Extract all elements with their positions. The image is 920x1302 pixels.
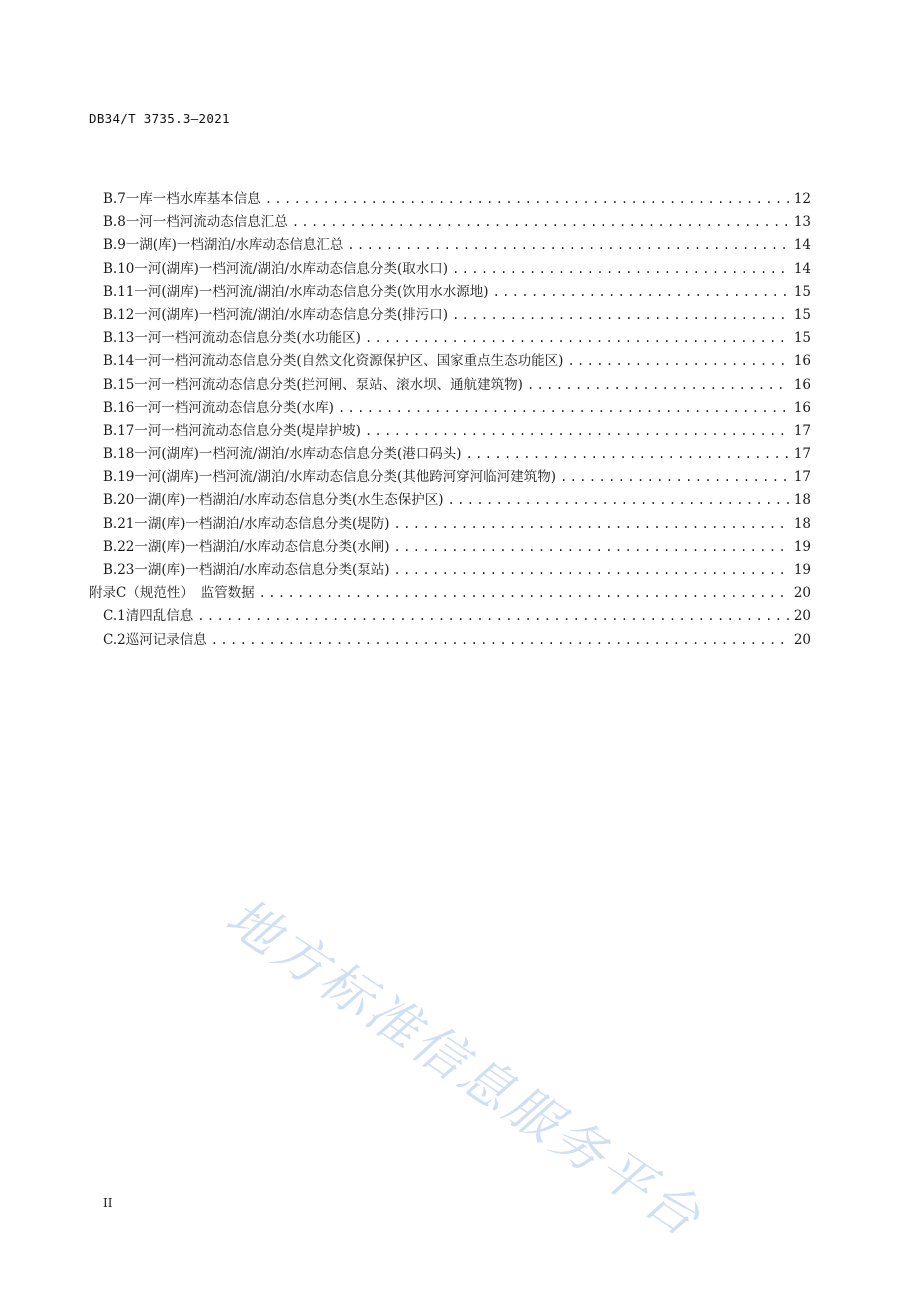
page-number: II xyxy=(103,1196,113,1210)
toc-entry-title: 一河(湖库)一档河流/湖泊/水库动态信息分类(饮用水水源地) xyxy=(134,283,489,300)
toc-dot-leader xyxy=(197,605,789,628)
toc-entry-b10[interactable] xyxy=(89,258,811,281)
toc-entry-number: B.9 xyxy=(103,237,126,254)
toc-entry-title: 一河(湖库)一档河流/湖泊/水库动态信息分类(排污口) xyxy=(134,306,449,323)
toc-entry-b20[interactable] xyxy=(89,489,811,512)
toc-entry-title: 附录C（规范性） 监管数据 xyxy=(89,585,255,602)
toc-dot-leader xyxy=(452,258,789,281)
toc-dot-leader xyxy=(527,374,789,397)
toc-entry-page: 18 xyxy=(793,515,811,532)
toc-dot-leader xyxy=(394,513,789,536)
toc-entry-title: 一河一档河流动态信息分类(拦河闸、泵站、滚水坝、通航建筑物) xyxy=(134,376,523,393)
toc-entry-page: 14 xyxy=(793,237,811,254)
toc-entry-title: 一河(湖库)一档河流/湖泊/水库动态信息分类(港口码头) xyxy=(134,446,462,463)
toc-dot-leader xyxy=(338,397,789,420)
toc-entry-page: 17 xyxy=(793,422,811,439)
toc-entry-page: 15 xyxy=(793,283,811,300)
standard-code-header: DB34/T 3735.3—2021 xyxy=(89,111,230,126)
toc-entry-number: C.1 xyxy=(103,608,126,625)
toc-entry-number: B.21 xyxy=(103,515,135,532)
toc-entry-page: 19 xyxy=(793,562,811,578)
toc-entry-number: B.18 xyxy=(103,446,135,463)
toc-dot-leader xyxy=(452,304,789,327)
toc-dot-leader xyxy=(466,443,789,466)
toc-entry-page: 19 xyxy=(793,538,811,555)
toc-entry-b13[interactable] xyxy=(89,327,811,350)
toc-dot-leader xyxy=(259,582,789,605)
toc-entry-page: 16 xyxy=(793,376,811,393)
toc-entry-number: B.8 xyxy=(103,214,126,231)
toc-entry-page: 14 xyxy=(793,260,811,277)
toc-entry-page: 16 xyxy=(793,353,811,370)
toc-entry-page: 12 xyxy=(793,191,811,207)
toc-entry-page: 20 xyxy=(793,631,811,648)
toc-entry-title: 一河一档河流动态信息分类(水功能区) xyxy=(134,330,361,347)
toc-entry-c2[interactable] xyxy=(89,629,811,652)
toc-entry-title: 一库一档水库基本信息 xyxy=(125,191,261,207)
toc-entry-title: 清四乱信息 xyxy=(125,608,194,625)
toc-entry-b11[interactable] xyxy=(89,281,811,304)
toc-entry-number: B.12 xyxy=(103,306,135,323)
toc-entry-number: B.19 xyxy=(103,469,135,486)
toc-entry-title: 一湖(库)一档湖泊/水库动态信息分类(水闸) xyxy=(134,538,390,555)
toc-dot-leader xyxy=(265,188,789,211)
toc-entry-page: 13 xyxy=(793,214,811,231)
toc-entry-b14[interactable] xyxy=(89,350,811,373)
toc-entry-title: 一河一档河流动态信息分类(堤岸护坡) xyxy=(134,422,361,439)
toc-entry-title: 一湖(库)一档湖泊/水库动态信息分类(堤防) xyxy=(134,515,390,532)
toc-entry-title: 一河(湖库)一档河流/湖泊/水库动态信息分类(其他跨河穿河临河建筑物) xyxy=(134,469,557,486)
toc-entry-number: B.20 xyxy=(103,492,135,509)
toc-dot-leader xyxy=(394,559,789,582)
toc-entry-page: 15 xyxy=(793,306,811,323)
toc-entry-page: 20 xyxy=(793,608,811,625)
toc-dot-leader xyxy=(365,327,789,350)
toc-entry-c1[interactable] xyxy=(89,605,811,628)
toc-entry-title: 巡河记录信息 xyxy=(125,631,207,648)
toc-entry-b17[interactable] xyxy=(89,420,811,443)
toc-dot-leader xyxy=(347,234,789,257)
toc-entry-title: 一河一档河流动态信息汇总 xyxy=(125,214,288,231)
toc-dot-leader xyxy=(292,211,789,234)
toc-entry-b18[interactable] xyxy=(89,443,811,466)
toc-dot-leader xyxy=(567,350,789,373)
toc-entry-b23[interactable] xyxy=(89,559,811,582)
toc-entry-b16[interactable] xyxy=(89,397,811,420)
toc-entry-number: B.15 xyxy=(103,376,135,393)
toc-entry-number: B.16 xyxy=(103,399,135,416)
toc-entry-page: 17 xyxy=(793,446,811,463)
toc-entry-number: B.10 xyxy=(103,260,135,277)
toc-entry-title: 一湖(库)一档湖泊/水库动态信息汇总 xyxy=(125,237,344,254)
toc-entry-title: 一湖(库)一档湖泊/水库动态信息分类(水生态保护区) xyxy=(134,492,444,509)
toc-entry-b21[interactable] xyxy=(89,513,811,536)
toc-entry-b9[interactable] xyxy=(89,234,811,257)
toc-entry-b19[interactable] xyxy=(89,466,811,489)
toc-entry-title: 一湖(库)一档湖泊/水库动态信息分类(泵站) xyxy=(134,562,390,578)
toc-entry-page: 18 xyxy=(793,492,811,509)
toc-dot-leader xyxy=(394,536,789,559)
toc-entry-number: B.11 xyxy=(103,283,135,300)
toc-entry-page: 16 xyxy=(793,399,811,416)
toc-entry-number: B.17 xyxy=(103,422,135,439)
toc-entry-number: B.7 xyxy=(103,191,126,207)
toc-entry-number: B.22 xyxy=(103,538,135,555)
toc-entry-title: 一河(湖库)一档河流/湖泊/水库动态信息分类(取水口) xyxy=(134,260,449,277)
toc-entry-number: B.13 xyxy=(103,330,135,347)
toc-entry-title: 一河一档河流动态信息分类(自然文化资源保护区、国家重点生态功能区) xyxy=(134,353,564,370)
toc-entry-appendix-c[interactable] xyxy=(89,582,811,605)
toc-entry-number: C.2 xyxy=(103,631,126,648)
toc-entry-title: 一河一档河流动态信息分类(水库) xyxy=(134,399,334,416)
toc-entry-number: B.14 xyxy=(103,353,135,370)
platform-watermark: 地方标准信息服务平台 xyxy=(215,887,713,1251)
toc-dot-leader xyxy=(493,281,789,304)
table-of-contents xyxy=(89,188,811,652)
toc-entry-page: 15 xyxy=(793,330,811,347)
toc-entry-page: 20 xyxy=(793,585,811,602)
toc-entry-b8[interactable] xyxy=(89,211,811,234)
toc-entry-page: 17 xyxy=(793,469,811,486)
toc-dot-leader xyxy=(560,466,789,489)
toc-entry-b12[interactable] xyxy=(89,304,811,327)
toc-entry-number: B.23 xyxy=(103,562,135,578)
toc-entry-b7[interactable] xyxy=(89,188,811,211)
toc-dot-leader xyxy=(211,629,789,652)
toc-entry-b22[interactable] xyxy=(89,536,811,559)
toc-dot-leader xyxy=(365,420,789,443)
toc-dot-leader xyxy=(448,489,789,512)
toc-entry-b15[interactable] xyxy=(89,374,811,397)
